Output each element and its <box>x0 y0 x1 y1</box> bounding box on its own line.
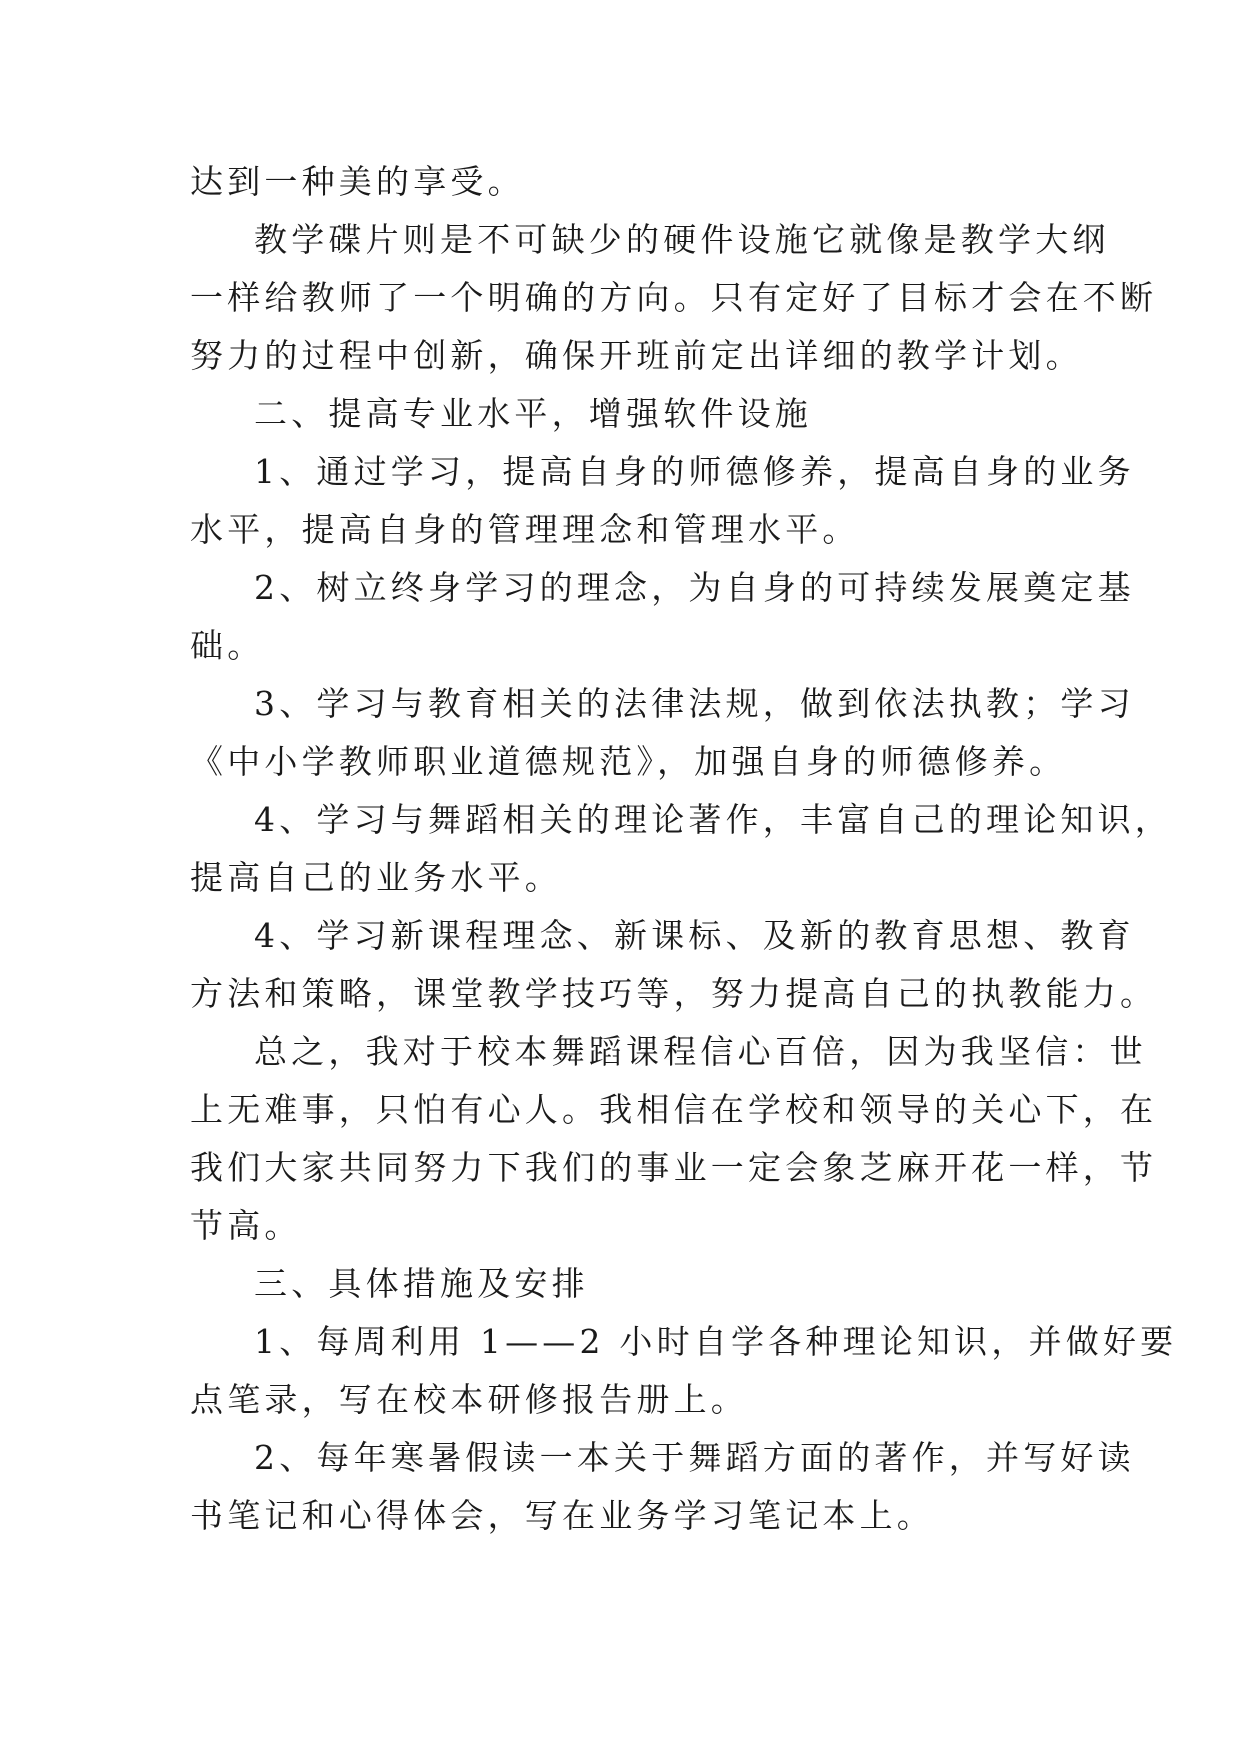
text-line: 3、学习与教育相关的法律法规，做到依法执教；学习 <box>254 684 1135 723</box>
text-line: 我们大家共同努力下我们的事业一定会象芝麻开花一样，节 <box>190 1148 1158 1187</box>
text-line: 提高自己的业务水平。 <box>190 858 562 897</box>
text-line: 1、每周利用 1——2 小时自学各种理论知识，并做好要 <box>254 1322 1178 1361</box>
text-line: 上无难事，只怕有心人。我相信在学校和领导的关心下，在 <box>190 1090 1158 1129</box>
text-line: 点笔录，写在校本研修报告册上。 <box>190 1380 748 1419</box>
text-line: 总之，我对于校本舞蹈课程信心百倍，因为我坚信：世 <box>254 1032 1147 1071</box>
text-line: 水平，提高自身的管理理念和管理水平。 <box>190 510 860 549</box>
text-line: 2、树立终身学习的理念，为自身的可持续发展奠定基 <box>254 568 1135 607</box>
section-heading: 三、具体措施及安排 <box>254 1264 589 1303</box>
text-line: 努力的过程中创新，确保开班前定出详细的教学计划。 <box>190 336 1083 375</box>
text-line: 教学碟片则是不可缺少的硬件设施它就像是教学大纲 <box>254 220 1110 259</box>
text-line: 1、通过学习，提高自身的师德修养，提高自身的业务 <box>254 452 1135 491</box>
text-line: 书笔记和心得体会，写在业务学习笔记本上。 <box>190 1496 934 1535</box>
text-line: 节高。 <box>190 1206 302 1245</box>
text-line: 方法和策略，课堂教学技巧等，努力提高自己的执教能力。 <box>190 974 1158 1013</box>
text-line: 2、每年寒暑假读一本关于舞蹈方面的著作，并写好读 <box>254 1438 1135 1477</box>
section-heading: 二、提高专业水平，增强软件设施 <box>254 394 812 433</box>
text-line: 4、学习新课程理念、新课标、及新的教育思想、教育 <box>254 916 1135 955</box>
text-line: 础。 <box>190 626 265 665</box>
text-line: 达到一种美的享受。 <box>190 162 525 201</box>
text-line: 4、学习与舞蹈相关的理论著作，丰富自己的理论知识， <box>254 800 1172 839</box>
text-line: 一样给教师了一个明确的方向。只有定好了目标才会在不断 <box>190 278 1158 317</box>
text-line: 《中小学教师职业道德规范》，加强自身的师德修养。 <box>190 742 1067 781</box>
